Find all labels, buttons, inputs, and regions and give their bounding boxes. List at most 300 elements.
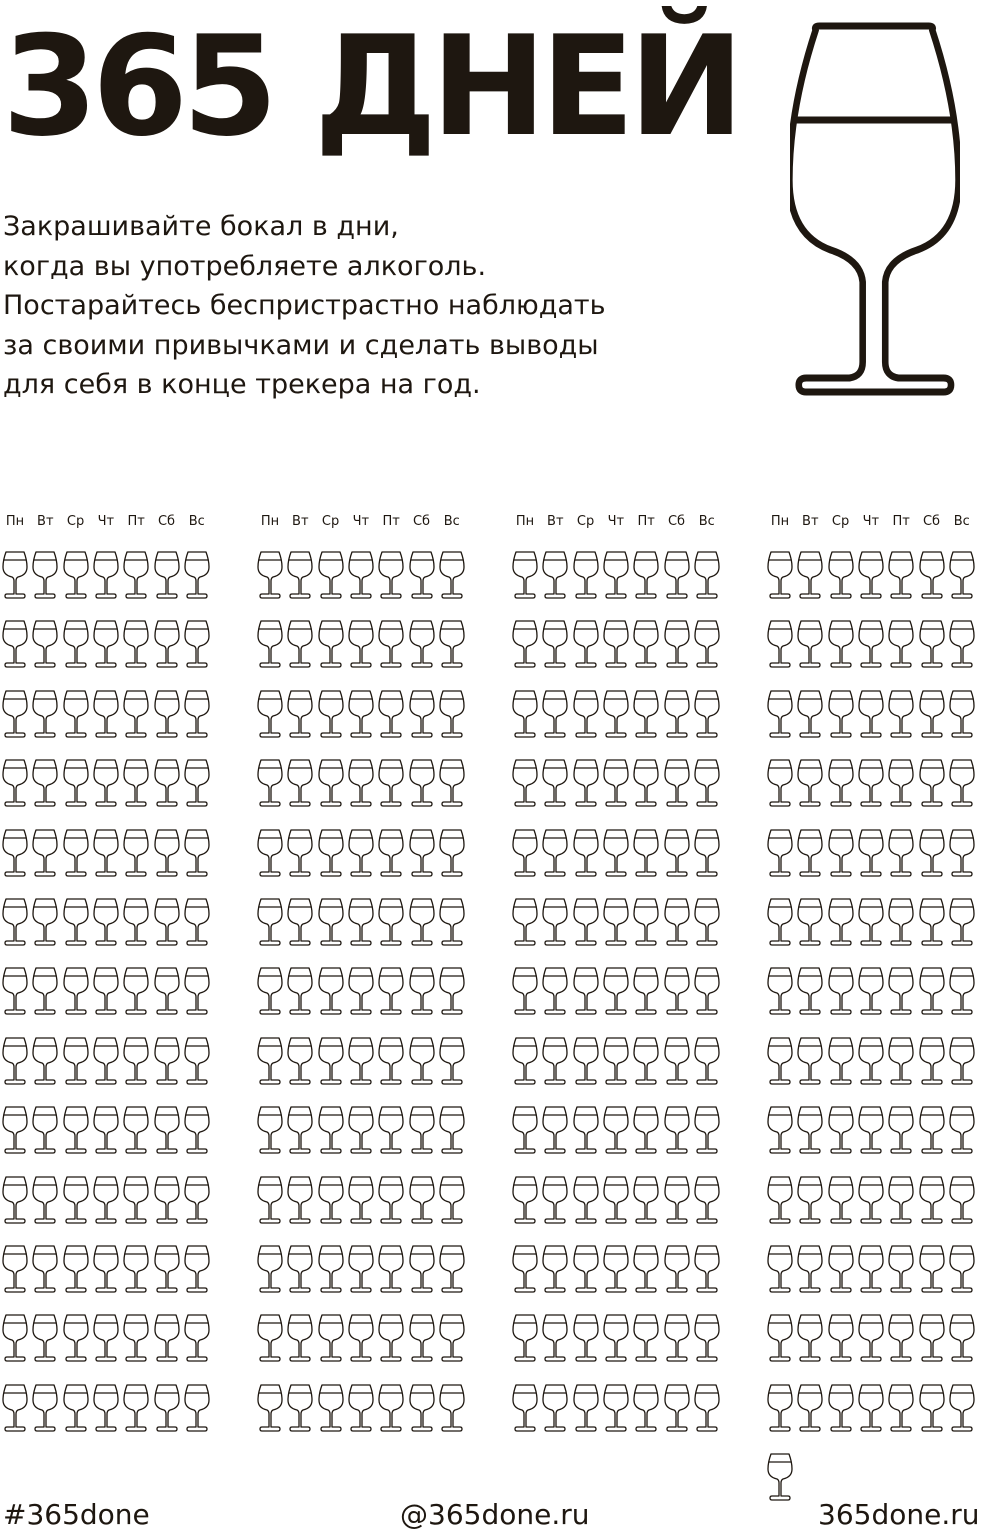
day-glass[interactable] xyxy=(512,897,538,947)
day-glass[interactable] xyxy=(257,1105,283,1155)
day-glass[interactable] xyxy=(378,966,404,1016)
day-glass[interactable] xyxy=(2,966,28,1016)
day-glass[interactable] xyxy=(949,1105,975,1155)
day-glass[interactable] xyxy=(542,1105,568,1155)
day-glass[interactable] xyxy=(633,828,659,878)
day-glass[interactable] xyxy=(542,1383,568,1433)
day-glass[interactable] xyxy=(287,1383,313,1433)
day-glass[interactable] xyxy=(797,897,823,947)
day-glass[interactable] xyxy=(664,1175,690,1225)
day-glass[interactable] xyxy=(378,1036,404,1086)
day-glass[interactable] xyxy=(439,550,465,600)
day-glass[interactable] xyxy=(63,619,89,669)
day-glass[interactable] xyxy=(348,828,374,878)
day-glass[interactable] xyxy=(123,619,149,669)
day-glass[interactable] xyxy=(919,1036,945,1086)
day-glass[interactable] xyxy=(664,1313,690,1363)
day-glass[interactable] xyxy=(573,1244,599,1294)
day-glass[interactable] xyxy=(378,1244,404,1294)
day-glass[interactable] xyxy=(694,689,720,739)
day-glass[interactable] xyxy=(378,1105,404,1155)
day-glass[interactable] xyxy=(694,966,720,1016)
day-glass[interactable] xyxy=(154,1383,180,1433)
day-glass[interactable] xyxy=(378,758,404,808)
day-glass[interactable] xyxy=(858,550,884,600)
day-glass[interactable] xyxy=(633,966,659,1016)
day-glass[interactable] xyxy=(767,1175,793,1225)
day-glass[interactable] xyxy=(123,550,149,600)
day-glass[interactable] xyxy=(888,1175,914,1225)
day-glass[interactable] xyxy=(93,1244,119,1294)
day-glass[interactable] xyxy=(633,619,659,669)
day-glass[interactable] xyxy=(888,828,914,878)
day-glass[interactable] xyxy=(184,897,210,947)
day-glass[interactable] xyxy=(257,758,283,808)
day-glass[interactable] xyxy=(512,1175,538,1225)
day-glass[interactable] xyxy=(123,1383,149,1433)
day-glass[interactable] xyxy=(888,966,914,1016)
day-glass[interactable] xyxy=(409,1313,435,1363)
day-glass[interactable] xyxy=(858,897,884,947)
day-glass[interactable] xyxy=(63,1383,89,1433)
day-glass[interactable] xyxy=(2,758,28,808)
day-glass[interactable] xyxy=(767,1452,793,1502)
day-glass[interactable] xyxy=(888,619,914,669)
day-glass[interactable] xyxy=(858,758,884,808)
day-glass[interactable] xyxy=(439,758,465,808)
day-glass[interactable] xyxy=(348,550,374,600)
day-glass[interactable] xyxy=(439,619,465,669)
day-glass[interactable] xyxy=(32,966,58,1016)
day-glass[interactable] xyxy=(257,1175,283,1225)
day-glass[interactable] xyxy=(603,1036,629,1086)
day-glass[interactable] xyxy=(32,1036,58,1086)
day-glass[interactable] xyxy=(154,1105,180,1155)
day-glass[interactable] xyxy=(184,966,210,1016)
day-glass[interactable] xyxy=(542,758,568,808)
day-glass[interactable] xyxy=(797,1383,823,1433)
day-glass[interactable] xyxy=(378,1175,404,1225)
day-glass[interactable] xyxy=(2,828,28,878)
day-glass[interactable] xyxy=(2,897,28,947)
day-glass[interactable] xyxy=(348,1036,374,1086)
day-glass[interactable] xyxy=(318,1175,344,1225)
day-glass[interactable] xyxy=(287,689,313,739)
day-glass[interactable] xyxy=(797,1175,823,1225)
day-glass[interactable] xyxy=(287,1244,313,1294)
day-glass[interactable] xyxy=(439,1383,465,1433)
day-glass[interactable] xyxy=(694,828,720,878)
day-glass[interactable] xyxy=(287,1105,313,1155)
day-glass[interactable] xyxy=(409,619,435,669)
day-glass[interactable] xyxy=(93,897,119,947)
day-glass[interactable] xyxy=(348,619,374,669)
day-glass[interactable] xyxy=(439,689,465,739)
day-glass[interactable] xyxy=(797,550,823,600)
day-glass[interactable] xyxy=(633,1244,659,1294)
day-glass[interactable] xyxy=(257,1036,283,1086)
day-glass[interactable] xyxy=(919,966,945,1016)
day-glass[interactable] xyxy=(184,1383,210,1433)
day-glass[interactable] xyxy=(919,758,945,808)
day-glass[interactable] xyxy=(318,550,344,600)
day-glass[interactable] xyxy=(603,1313,629,1363)
day-glass[interactable] xyxy=(603,550,629,600)
day-glass[interactable] xyxy=(409,1105,435,1155)
day-glass[interactable] xyxy=(858,828,884,878)
day-glass[interactable] xyxy=(348,1175,374,1225)
day-glass[interactable] xyxy=(767,689,793,739)
day-glass[interactable] xyxy=(542,1244,568,1294)
day-glass[interactable] xyxy=(888,689,914,739)
day-glass[interactable] xyxy=(858,1383,884,1433)
day-glass[interactable] xyxy=(797,966,823,1016)
day-glass[interactable] xyxy=(573,1105,599,1155)
day-glass[interactable] xyxy=(93,1105,119,1155)
day-glass[interactable] xyxy=(949,966,975,1016)
day-glass[interactable] xyxy=(573,619,599,669)
day-glass[interactable] xyxy=(767,550,793,600)
day-glass[interactable] xyxy=(573,897,599,947)
day-glass[interactable] xyxy=(93,1383,119,1433)
day-glass[interactable] xyxy=(542,550,568,600)
day-glass[interactable] xyxy=(63,828,89,878)
day-glass[interactable] xyxy=(32,689,58,739)
day-glass[interactable] xyxy=(858,1105,884,1155)
day-glass[interactable] xyxy=(694,1105,720,1155)
day-glass[interactable] xyxy=(2,1244,28,1294)
day-glass[interactable] xyxy=(287,828,313,878)
day-glass[interactable] xyxy=(2,1175,28,1225)
day-glass[interactable] xyxy=(542,1313,568,1363)
day-glass[interactable] xyxy=(919,828,945,878)
day-glass[interactable] xyxy=(919,1105,945,1155)
day-glass[interactable] xyxy=(439,1244,465,1294)
day-glass[interactable] xyxy=(32,1244,58,1294)
day-glass[interactable] xyxy=(767,966,793,1016)
day-glass[interactable] xyxy=(93,1313,119,1363)
day-glass[interactable] xyxy=(154,1313,180,1363)
day-glass[interactable] xyxy=(257,1244,283,1294)
day-glass[interactable] xyxy=(512,966,538,1016)
day-glass[interactable] xyxy=(348,689,374,739)
day-glass[interactable] xyxy=(888,1244,914,1294)
day-glass[interactable] xyxy=(664,758,690,808)
day-glass[interactable] xyxy=(919,550,945,600)
day-glass[interactable] xyxy=(919,689,945,739)
day-glass[interactable] xyxy=(318,619,344,669)
day-glass[interactable] xyxy=(123,897,149,947)
day-glass[interactable] xyxy=(858,1313,884,1363)
day-glass[interactable] xyxy=(154,619,180,669)
day-glass[interactable] xyxy=(257,828,283,878)
day-glass[interactable] xyxy=(573,966,599,1016)
day-glass[interactable] xyxy=(512,1313,538,1363)
day-glass[interactable] xyxy=(828,966,854,1016)
day-glass[interactable] xyxy=(32,1175,58,1225)
day-glass[interactable] xyxy=(573,1383,599,1433)
day-glass[interactable] xyxy=(257,966,283,1016)
day-glass[interactable] xyxy=(767,1313,793,1363)
day-glass[interactable] xyxy=(858,1036,884,1086)
day-glass[interactable] xyxy=(919,619,945,669)
day-glass[interactable] xyxy=(154,758,180,808)
day-glass[interactable] xyxy=(512,1244,538,1294)
day-glass[interactable] xyxy=(797,1036,823,1086)
day-glass[interactable] xyxy=(63,966,89,1016)
day-glass[interactable] xyxy=(694,1313,720,1363)
day-glass[interactable] xyxy=(512,828,538,878)
day-glass[interactable] xyxy=(32,1383,58,1433)
day-glass[interactable] xyxy=(348,897,374,947)
day-glass[interactable] xyxy=(919,1313,945,1363)
day-glass[interactable] xyxy=(828,1175,854,1225)
day-glass[interactable] xyxy=(93,1175,119,1225)
day-glass[interactable] xyxy=(797,689,823,739)
day-glass[interactable] xyxy=(542,619,568,669)
day-glass[interactable] xyxy=(603,1105,629,1155)
day-glass[interactable] xyxy=(858,689,884,739)
day-glass[interactable] xyxy=(2,619,28,669)
day-glass[interactable] xyxy=(694,1244,720,1294)
day-glass[interactable] xyxy=(767,619,793,669)
day-glass[interactable] xyxy=(154,966,180,1016)
day-glass[interactable] xyxy=(828,619,854,669)
day-glass[interactable] xyxy=(154,1175,180,1225)
day-glass[interactable] xyxy=(184,758,210,808)
day-glass[interactable] xyxy=(123,758,149,808)
day-glass[interactable] xyxy=(439,897,465,947)
day-glass[interactable] xyxy=(828,1036,854,1086)
day-glass[interactable] xyxy=(633,1313,659,1363)
day-glass[interactable] xyxy=(949,689,975,739)
day-glass[interactable] xyxy=(123,1244,149,1294)
day-glass[interactable] xyxy=(439,1036,465,1086)
day-glass[interactable] xyxy=(184,828,210,878)
day-glass[interactable] xyxy=(378,1313,404,1363)
day-glass[interactable] xyxy=(32,897,58,947)
day-glass[interactable] xyxy=(123,1175,149,1225)
day-glass[interactable] xyxy=(287,897,313,947)
day-glass[interactable] xyxy=(439,1175,465,1225)
day-glass[interactable] xyxy=(318,1036,344,1086)
day-glass[interactable] xyxy=(512,758,538,808)
day-glass[interactable] xyxy=(63,689,89,739)
day-glass[interactable] xyxy=(378,689,404,739)
day-glass[interactable] xyxy=(828,689,854,739)
day-glass[interactable] xyxy=(439,828,465,878)
day-glass[interactable] xyxy=(409,1175,435,1225)
day-glass[interactable] xyxy=(828,828,854,878)
day-glass[interactable] xyxy=(378,897,404,947)
day-glass[interactable] xyxy=(797,619,823,669)
day-glass[interactable] xyxy=(633,1036,659,1086)
day-glass[interactable] xyxy=(287,550,313,600)
day-glass[interactable] xyxy=(32,1313,58,1363)
day-glass[interactable] xyxy=(828,550,854,600)
day-glass[interactable] xyxy=(184,619,210,669)
day-glass[interactable] xyxy=(828,758,854,808)
day-glass[interactable] xyxy=(184,1313,210,1363)
day-glass[interactable] xyxy=(828,1383,854,1433)
day-glass[interactable] xyxy=(828,1244,854,1294)
day-glass[interactable] xyxy=(664,1036,690,1086)
day-glass[interactable] xyxy=(318,897,344,947)
day-glass[interactable] xyxy=(123,828,149,878)
day-glass[interactable] xyxy=(348,1383,374,1433)
day-glass[interactable] xyxy=(287,1036,313,1086)
day-glass[interactable] xyxy=(2,1036,28,1086)
day-glass[interactable] xyxy=(2,1313,28,1363)
day-glass[interactable] xyxy=(287,1175,313,1225)
day-glass[interactable] xyxy=(603,689,629,739)
day-glass[interactable] xyxy=(63,1036,89,1086)
day-glass[interactable] xyxy=(32,758,58,808)
day-glass[interactable] xyxy=(542,1036,568,1086)
day-glass[interactable] xyxy=(858,1244,884,1294)
day-glass[interactable] xyxy=(888,1383,914,1433)
day-glass[interactable] xyxy=(318,828,344,878)
day-glass[interactable] xyxy=(603,1383,629,1433)
day-glass[interactable] xyxy=(542,897,568,947)
day-glass[interactable] xyxy=(318,758,344,808)
day-glass[interactable] xyxy=(348,966,374,1016)
day-glass[interactable] xyxy=(409,1383,435,1433)
day-glass[interactable] xyxy=(603,619,629,669)
day-glass[interactable] xyxy=(2,1383,28,1433)
day-glass[interactable] xyxy=(542,689,568,739)
day-glass[interactable] xyxy=(573,828,599,878)
day-glass[interactable] xyxy=(919,1383,945,1433)
day-glass[interactable] xyxy=(439,1313,465,1363)
day-glass[interactable] xyxy=(919,1175,945,1225)
day-glass[interactable] xyxy=(949,897,975,947)
day-glass[interactable] xyxy=(378,619,404,669)
day-glass[interactable] xyxy=(694,619,720,669)
day-glass[interactable] xyxy=(93,828,119,878)
day-glass[interactable] xyxy=(633,897,659,947)
day-glass[interactable] xyxy=(888,897,914,947)
day-glass[interactable] xyxy=(2,689,28,739)
day-glass[interactable] xyxy=(767,1244,793,1294)
day-glass[interactable] xyxy=(767,1383,793,1433)
day-glass[interactable] xyxy=(409,758,435,808)
day-glass[interactable] xyxy=(348,1313,374,1363)
day-glass[interactable] xyxy=(797,828,823,878)
day-glass[interactable] xyxy=(318,689,344,739)
day-glass[interactable] xyxy=(184,1175,210,1225)
day-glass[interactable] xyxy=(828,1105,854,1155)
day-glass[interactable] xyxy=(542,966,568,1016)
day-glass[interactable] xyxy=(257,550,283,600)
day-glass[interactable] xyxy=(633,1175,659,1225)
day-glass[interactable] xyxy=(512,1383,538,1433)
day-glass[interactable] xyxy=(348,1244,374,1294)
day-glass[interactable] xyxy=(154,689,180,739)
day-glass[interactable] xyxy=(154,550,180,600)
day-glass[interactable] xyxy=(767,1036,793,1086)
day-glass[interactable] xyxy=(603,897,629,947)
day-glass[interactable] xyxy=(797,758,823,808)
day-glass[interactable] xyxy=(2,550,28,600)
day-glass[interactable] xyxy=(409,1244,435,1294)
day-glass[interactable] xyxy=(828,897,854,947)
day-glass[interactable] xyxy=(287,758,313,808)
day-glass[interactable] xyxy=(633,550,659,600)
day-glass[interactable] xyxy=(409,689,435,739)
day-glass[interactable] xyxy=(378,550,404,600)
day-glass[interactable] xyxy=(858,966,884,1016)
day-glass[interactable] xyxy=(573,1175,599,1225)
day-glass[interactable] xyxy=(949,1036,975,1086)
day-glass[interactable] xyxy=(63,550,89,600)
day-glass[interactable] xyxy=(949,1244,975,1294)
day-glass[interactable] xyxy=(858,619,884,669)
day-glass[interactable] xyxy=(767,758,793,808)
day-glass[interactable] xyxy=(63,1313,89,1363)
day-glass[interactable] xyxy=(93,619,119,669)
day-glass[interactable] xyxy=(664,619,690,669)
day-glass[interactable] xyxy=(664,828,690,878)
day-glass[interactable] xyxy=(348,1105,374,1155)
day-glass[interactable] xyxy=(512,1105,538,1155)
day-glass[interactable] xyxy=(2,1105,28,1155)
day-glass[interactable] xyxy=(257,689,283,739)
day-glass[interactable] xyxy=(694,758,720,808)
day-glass[interactable] xyxy=(409,897,435,947)
day-glass[interactable] xyxy=(949,550,975,600)
day-glass[interactable] xyxy=(694,1383,720,1433)
day-glass[interactable] xyxy=(439,1105,465,1155)
day-glass[interactable] xyxy=(184,1105,210,1155)
day-glass[interactable] xyxy=(573,1313,599,1363)
day-glass[interactable] xyxy=(888,1036,914,1086)
day-glass[interactable] xyxy=(348,758,374,808)
day-glass[interactable] xyxy=(184,1036,210,1086)
day-glass[interactable] xyxy=(409,1036,435,1086)
day-glass[interactable] xyxy=(123,689,149,739)
day-glass[interactable] xyxy=(154,897,180,947)
day-glass[interactable] xyxy=(797,1313,823,1363)
day-glass[interactable] xyxy=(257,1383,283,1433)
day-glass[interactable] xyxy=(32,1105,58,1155)
day-glass[interactable] xyxy=(93,1036,119,1086)
day-glass[interactable] xyxy=(664,689,690,739)
day-glass[interactable] xyxy=(888,550,914,600)
day-glass[interactable] xyxy=(949,1383,975,1433)
day-glass[interactable] xyxy=(573,1036,599,1086)
day-glass[interactable] xyxy=(603,828,629,878)
day-glass[interactable] xyxy=(512,1036,538,1086)
day-glass[interactable] xyxy=(409,828,435,878)
day-glass[interactable] xyxy=(767,828,793,878)
day-glass[interactable] xyxy=(603,966,629,1016)
day-glass[interactable] xyxy=(257,619,283,669)
day-glass[interactable] xyxy=(664,1383,690,1433)
day-glass[interactable] xyxy=(949,619,975,669)
day-glass[interactable] xyxy=(154,828,180,878)
day-glass[interactable] xyxy=(664,1244,690,1294)
day-glass[interactable] xyxy=(664,1105,690,1155)
day-glass[interactable] xyxy=(123,1105,149,1155)
day-glass[interactable] xyxy=(154,1036,180,1086)
day-glass[interactable] xyxy=(63,1105,89,1155)
day-glass[interactable] xyxy=(184,550,210,600)
day-glass[interactable] xyxy=(32,828,58,878)
day-glass[interactable] xyxy=(664,897,690,947)
day-glass[interactable] xyxy=(378,1383,404,1433)
day-glass[interactable] xyxy=(573,550,599,600)
